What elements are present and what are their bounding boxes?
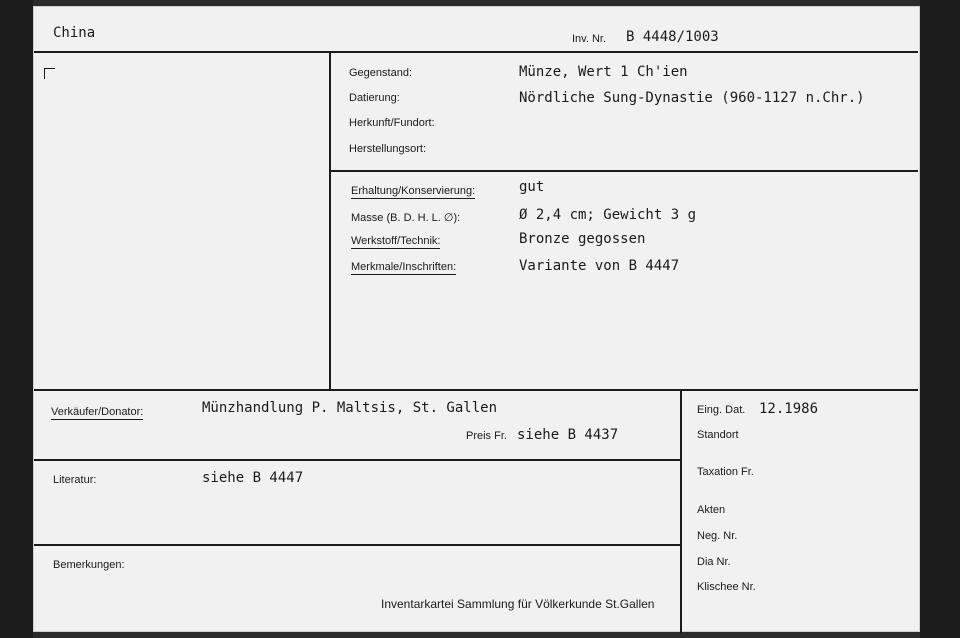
verkaeufer-literatur-divider xyxy=(34,459,680,461)
datierung-label: Datierung: xyxy=(349,92,400,104)
gegenstand-value: Münze, Wert 1 Ch'ien xyxy=(519,64,688,80)
dia-nr-label: Dia Nr. xyxy=(697,556,731,568)
masse-value: Ø 2,4 cm; Gewicht 3 g xyxy=(519,207,697,223)
merkmale-value: Variante von B 4447 xyxy=(519,258,680,274)
footer-text: Inventarkartei Sammlung für Völkerkunde St.Gallen xyxy=(381,597,655,611)
inv-nr-label: Inv. Nr. xyxy=(572,33,607,45)
photo-column-divider xyxy=(329,51,331,391)
werkstoff-label: Werkstoff/Technik: xyxy=(351,235,441,247)
taxation-label: Taxation Fr. xyxy=(697,466,754,478)
region-value: China xyxy=(53,25,96,41)
datierung-value: Nördliche Sung-Dynastie (960-1127 n.Chr.) xyxy=(519,90,865,106)
merkmale-label: Merkmale/Inschriften: xyxy=(351,261,457,273)
masse-label: Masse (B. D. H. L. ∅): xyxy=(351,212,461,224)
literatur-value: siehe B 4447 xyxy=(202,470,304,486)
photo-corner-mark xyxy=(44,68,55,79)
main-lower-divider xyxy=(34,389,918,391)
standort-label: Standort xyxy=(697,429,739,441)
literatur-label: Literatur: xyxy=(53,474,97,486)
background-left-edge xyxy=(0,0,33,638)
herstellungsort-label: Herstellungsort: xyxy=(349,143,427,155)
header-divider xyxy=(34,51,918,53)
akten-label: Akten xyxy=(697,504,726,516)
neg-nr-label: Neg. Nr. xyxy=(697,530,738,542)
eing-dat-value: 12.1986 xyxy=(759,401,819,417)
verkaeufer-value: Münzhandlung P. Maltsis, St. Gallen xyxy=(202,400,498,416)
inv-nr-value: B 4448/1003 xyxy=(626,29,719,45)
verkaeufer-label: Verkäufer/Donator: xyxy=(51,406,144,418)
werkstoff-value: Bronze gegossen xyxy=(519,231,646,247)
bemerkungen-label: Bemerkungen: xyxy=(53,559,125,571)
object-condition-divider xyxy=(329,170,918,172)
side-column-divider xyxy=(680,389,682,633)
erhaltung-label: Erhaltung/Konservierung: xyxy=(351,185,476,197)
klischee-nr-label: Klischee Nr. xyxy=(697,581,756,593)
inventory-card xyxy=(33,6,920,632)
literatur-bemerkungen-divider xyxy=(34,544,680,546)
background-right-edge xyxy=(920,0,960,638)
eing-dat-label: Eing. Dat. xyxy=(697,404,746,416)
preis-value: siehe B 4437 xyxy=(517,427,619,443)
gegenstand-label: Gegenstand: xyxy=(349,67,412,79)
preis-label: Preis Fr. xyxy=(466,430,507,442)
herkunft-label: Herkunft/Fundort: xyxy=(349,117,435,129)
erhaltung-value: gut xyxy=(519,179,545,195)
